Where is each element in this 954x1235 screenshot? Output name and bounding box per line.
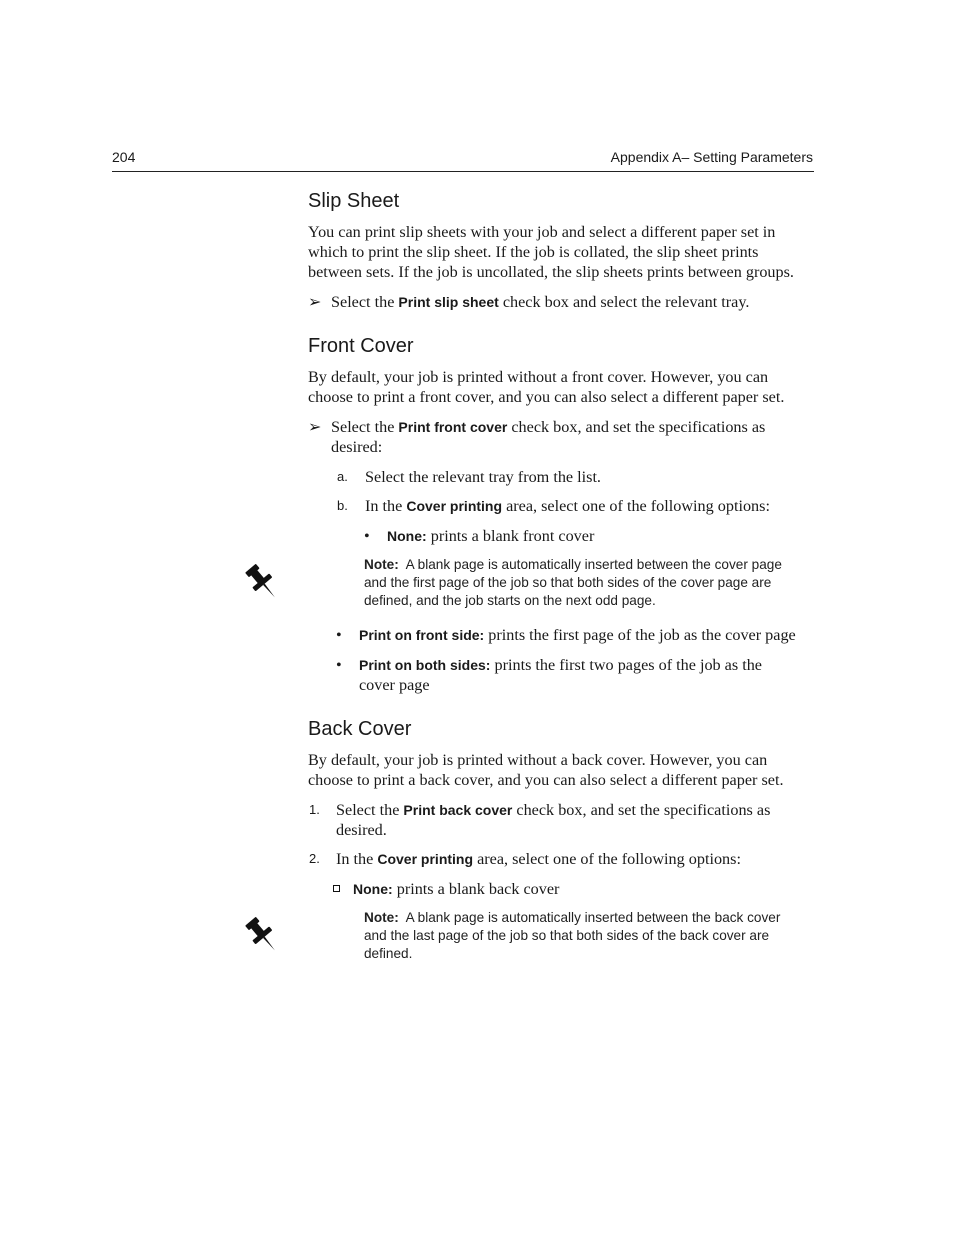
section-heading-front-cover: Front Cover [308,335,414,357]
step-marker: 2. [309,851,320,866]
note-text: and the last page of the job so that both sides of the back cover are [364,928,770,944]
ui-label-print-slip-sheet: Print slip sheet [398,294,499,310]
paragraph-line: which to print the slip sheet. If the job is collated, the slip sheet prints [308,243,759,261]
slip-sheet-paragraph [308,222,794,282]
page-number: 204 [112,149,136,165]
option-label: None: [387,528,427,544]
square-bullet-icon [333,885,340,892]
paragraph-line: choose to print a back cover, and you can also select a different paper set. [308,771,784,789]
back-cover-step-1 [336,800,770,840]
note-text: defined, and the job starts on the next odd page. [364,593,656,609]
pushpin-icon [240,560,284,609]
bullet-marker: • [336,626,342,644]
step-text: desired: [331,438,383,456]
ui-label-print-back-cover: Print back cover [403,802,513,818]
step-text: check box and select the relevant tray. [498,293,750,311]
front-cover-paragraph [308,367,784,407]
section-heading-back-cover: Back Cover [308,718,412,740]
bullet-marker: • [364,527,370,545]
ui-label-print-front-cover: Print front cover [398,419,508,435]
back-cover-step-2 [336,849,741,869]
front-cover-step [331,417,765,457]
option-text: prints a blank front cover [426,527,595,545]
running-head: Appendix A– Setting Parameters [610,149,813,165]
substep-text: area, select one of the following options: [502,497,770,515]
paragraph-line: between sets. If the job is uncollated, the slip sheets prints between groups. [308,263,794,281]
pushpin-icon [240,913,284,962]
option-text: prints the first page of the job as the cover page [484,626,796,644]
note-text: A blank page is automatically inserted between the cover page [405,557,782,572]
note-text: defined. [364,946,413,962]
option-label: None: [353,881,393,897]
step-text: Select the [336,801,404,819]
option-text: cover page [359,676,430,694]
step-text: area, select one of the following options: [473,850,741,868]
step-text: Select the [331,293,399,311]
option-none-front [387,526,594,546]
step-marker: 1. [309,802,320,817]
substep-b-text [365,496,770,516]
option-print-on-both-sides [359,655,762,695]
option-text: prints a blank back cover [392,880,560,898]
paragraph-line: choose to print a front cover, and you can also select a different paper set. [308,388,785,406]
step-text: Select the [331,418,399,436]
note-text: A blank page is automatically inserted between the back cover [405,910,781,925]
option-text: prints the first two pages of the job as the [490,656,762,674]
back-cover-paragraph [308,750,784,790]
note-label: Note: [364,910,399,925]
substep-marker: a. [337,469,348,484]
step-text: In the [336,850,378,868]
header-rule [112,171,814,172]
step-marker: ➢ [308,293,322,311]
paragraph-line: You can print slip sheets with your job and select a different paper set in [308,223,776,241]
step-text: desired. [336,821,387,839]
note-back-cover [364,909,814,964]
option-print-on-front-side [359,625,796,645]
ui-label-cover-printing: Cover printing [406,498,503,514]
slip-sheet-step [331,292,749,312]
step-text: check box, and set the specifications as [512,801,771,819]
section-heading-slip-sheet: Slip Sheet [308,190,400,212]
substep-text: In the [365,497,407,515]
option-label: Print on both sides: [359,657,491,673]
option-none-back [353,879,559,899]
ui-label-cover-printing: Cover printing [377,851,474,867]
note-front-cover [364,556,814,611]
step-marker: ➢ [308,418,322,436]
substep-marker: b. [337,498,348,513]
paragraph-line: By default, your job is printed without a front cover. However, you can [308,368,769,386]
substep-a-text: Select the relevant tray from the list. [365,468,601,486]
step-text: check box, and set the specifications as [507,418,766,436]
note-text: and the first page of the job so that both sides of the cover page are [364,575,772,591]
bullet-marker: • [336,656,342,674]
option-label: Print on front side: [359,627,485,643]
note-label: Note: [364,557,399,572]
paragraph-line: By default, your job is printed without a back cover. However, you can [308,751,768,769]
